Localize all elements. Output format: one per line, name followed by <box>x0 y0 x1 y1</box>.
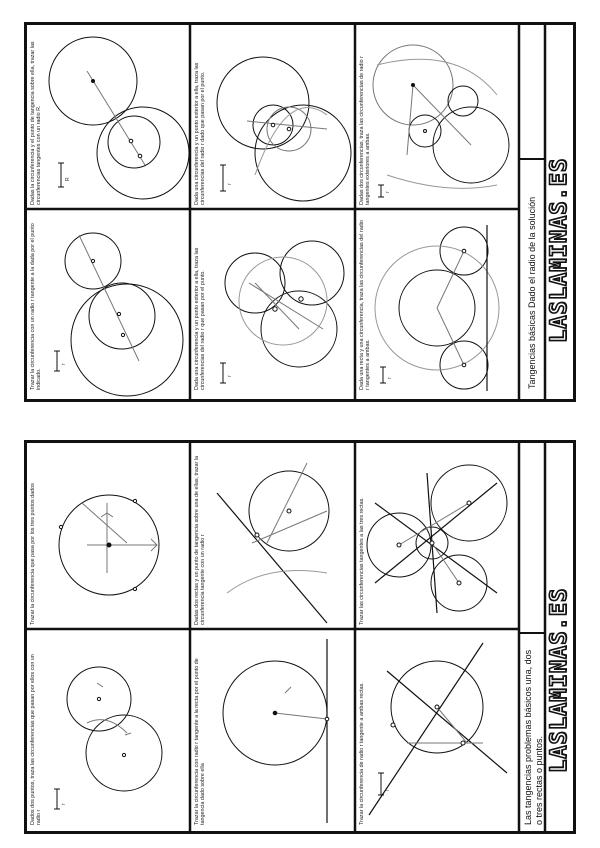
bottom-caption-6: Trazar la circunferencia de radio r tangente a ambas rectas. <box>359 682 365 825</box>
bottom-logo: LASLAMINAS.ES <box>547 587 572 773</box>
top-figure-5 <box>373 45 509 197</box>
top-figure-3 <box>217 57 351 201</box>
top-sheet-drawing <box>27 25 573 399</box>
bottom-figure-5 <box>367 465 507 613</box>
bottom-caption-5: Trazar las circunferencias tangentes a las tres rectas. <box>359 497 365 625</box>
bottom-sheet-drawing <box>27 443 573 831</box>
top-logo: LASLAMINAS.ES <box>547 157 572 343</box>
bottom-caption-2: Dados dos puntos, traza las circunferencias que pasan por ellos con un radio r <box>30 654 43 825</box>
bottom-label-r1: r <box>61 803 67 805</box>
top-sheet <box>24 22 576 402</box>
top-label-r3: r <box>227 375 233 377</box>
top-label-r1: r <box>61 363 67 365</box>
top-figure-1 <box>49 37 189 199</box>
bottom-figure-2 <box>54 667 162 809</box>
bottom-figure-1 <box>59 495 159 595</box>
top-label-r5: r <box>387 377 393 379</box>
top-caption-3: Dada una circunferencia y un punto exterior a ella, traza las circunferencias del radio r dado que pasan por el punto. <box>194 62 207 205</box>
top-figure-2 <box>54 233 183 396</box>
bottom-figure-3 <box>217 463 329 623</box>
bottom-sheet <box>24 440 576 834</box>
bottom-caption-4: Trazar la circunferencia con radio r tangente a la recta por el punto de tangencia dado sobre ella <box>194 658 207 825</box>
top-caption-4: Dada una circunferencia y un punto exterior a ella, traza las circunferencias del radio r que pasan por el punto. <box>194 247 207 390</box>
top-footer-title: Tangencias básicas Dado el radio de la solución <box>527 196 537 389</box>
bottom-figure-4 <box>223 639 329 823</box>
top-caption-6: Dada una recta y una circunferencia, traza las circunferencias del radio r tangentes a ambas. <box>359 220 372 390</box>
top-figure-6 <box>375 225 499 391</box>
top-caption-5: Dadas dos circunferencias, traza las circunferencias de radio r tangentes exteriores a ambas. <box>359 56 372 205</box>
top-caption-2: Dadas la circunferencia y el punto de tangencia sobre ella, trazar las circunferencias tangentes con un radio R. <box>30 41 43 205</box>
bottom-caption-1: Trazar la circunferencia que pasa por los tres puntos dados <box>30 483 36 625</box>
bottom-footer-title: Las tangencias problemas básicos una, dos o tres rectas o puntos. <box>523 649 544 825</box>
bottom-caption-3: Dadas dos rectas y un punto de tangencia sobre una de ellas, trazar la circunferencia tangente con un radio r <box>194 455 207 625</box>
top-caption-1: Trazar la circunferencia con un radio r tangente a la dada por el punto indicado. <box>30 223 43 390</box>
top-label-r2: r <box>227 183 233 185</box>
top-label-r4: r <box>385 191 391 193</box>
bottom-label-r2: r <box>385 789 391 791</box>
top-label-R: R <box>65 177 71 181</box>
top-figure-4 <box>220 241 344 383</box>
